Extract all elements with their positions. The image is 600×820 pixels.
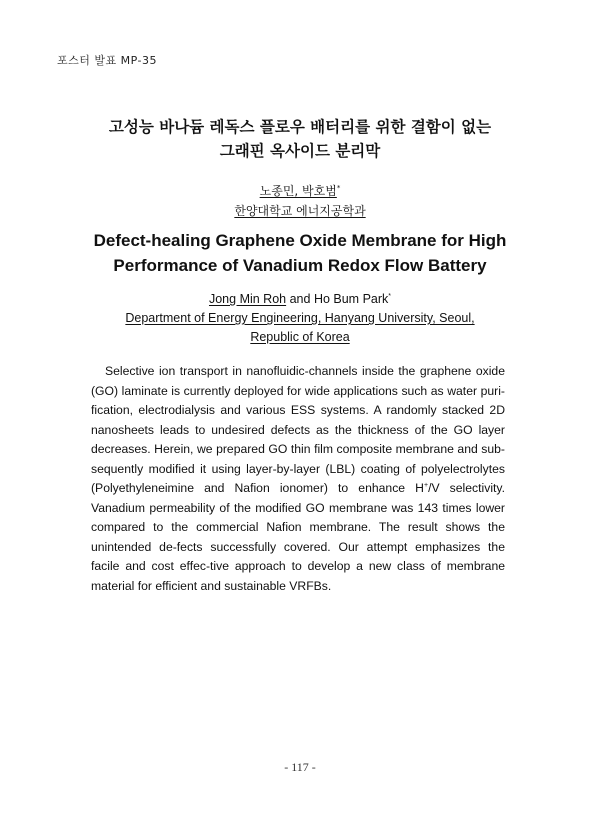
- abstract-text: Selective ion transport in nanofluidic-channels inside the graphene oxide (GO) laminate is currently deployed for wide applications such as water puri-fication, electrodialysis and various ESS systems. A randomly stacked 2D nanosheets leads to undesired defects as the thickness of the GO layer decreases. Herein, we prepared GO thin film composite membrane and sub-sequently modified it using layer-by-layer (LBL) coating of polyelectrolytes (Polyethyleneimine and Nafion ionomer) to enhance H: [91, 364, 505, 495]
- english-affiliation: Department of Energy Engineering, Hanyang University, Seoul,: [125, 311, 475, 325]
- english-author-block: [0, 290, 600, 347]
- english-title: [0, 228, 600, 278]
- korean-author-block: [0, 181, 600, 221]
- korean-title-line: 그래핀 옥사이드 분리막: [219, 142, 381, 160]
- author-name: Ho Bum Park: [313, 292, 389, 306]
- abstract-text: /V selectivity. Vanadium permeability of the modified GO membrane was 143 times lower compared to the commercial Nafion membrane. The result shows the unintended de-fects successfully covered. Our attempt emphasizes the facile and cost effec-tive approach to develop a new class of membrane material for efficient and sustainable VRFBs.: [91, 481, 505, 593]
- english-title-line: Defect-healing Graphene Oxide Membrane for High: [93, 231, 507, 250]
- english-affiliation: Republic of Korea: [250, 330, 350, 344]
- author-name: Jong Min Roh: [208, 292, 287, 306]
- abstract-paragraph: [91, 362, 505, 596]
- superscript-plus: +: [423, 481, 429, 489]
- english-authors: [0, 290, 600, 309]
- session-label: 포스터 발표 MP-35: [57, 54, 157, 67]
- korean-title-line: 고성능 바나듐 레독스 플로우 배터리를 위한 결함이 없는: [108, 118, 492, 136]
- corresponding-mark: *: [336, 184, 341, 192]
- korean-authors: [0, 181, 600, 201]
- author-conjunction: and: [289, 292, 311, 306]
- korean-title: [0, 115, 600, 163]
- korean-author-names: 노종민, 박호범: [259, 184, 337, 198]
- page-number: - 117 -: [284, 760, 316, 774]
- corresponding-mark: *: [388, 292, 392, 300]
- english-title-line: Performance of Vanadium Redox Flow Battery: [113, 256, 487, 275]
- korean-affiliation: 한양대학교 에너지공학과: [234, 204, 366, 218]
